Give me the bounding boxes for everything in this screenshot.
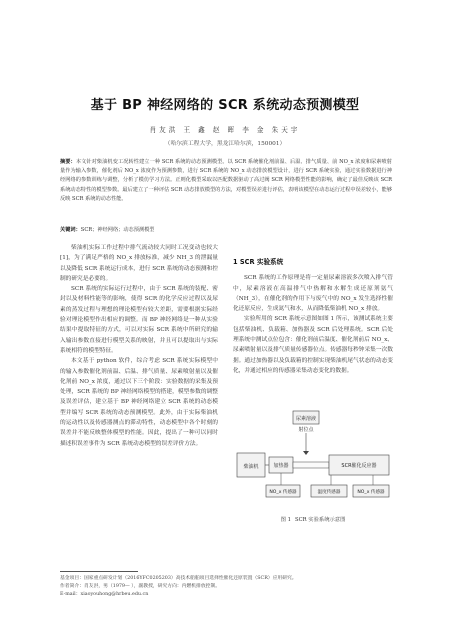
temp-sensor-label: 温度传感器 [317,490,341,495]
injector-nozzle-icon [303,451,309,455]
author-list: 肖友洪 王 鑫 赵 晖 李 金 朱天宇 [149,126,301,134]
urea-tank-label: 尿素溶液 [295,416,317,422]
body-paragraph: SCR 系统的工作原理是将一定量尿素溶液多次喷入排气管中，尿素溶液在高温排气中热解和水解生成还原剂氨气（NH_3），在催化剂的作用下与废气中的 NO_x 发生选择性催化还原反应，生成氮气和水，从而降低柴油机 NO_x 排放。 [233,275,393,313]
heater-label: 加热器 [273,463,289,469]
footnotes [60,575,392,599]
scr-system-diagram [233,407,393,512]
body-paragraph: 实验所用的 SCR 系统示意图如图 1 所示，该测试系统主要包括柴油机、负载箱、加热器及 SCR 后处理系统。SCR 后处理系统中测试点位包含：催化剂前后温度、催化剂前后 NO_x、尿素喷射量以及排气质量传感器位点。传感器每秒钟采集一次数据。通过加热器以及负载箱的控制实现柴油机尾气状态的动态变化，并通过相应的传感器采集动态变化的数据。 [233,316,393,374]
catalyst-label: SCR催化反应器 [341,463,377,469]
affiliation: （哈尔滨工程大学，黑龙江哈尔滨，150001） [164,141,286,147]
injector-label: 射位点 [298,427,314,433]
figure-caption [233,515,393,523]
figure-caption-text: SCR 实验系统示意图 [294,517,346,523]
abstract-label: 摘要： [60,159,76,165]
keywords-label: 关键词： [60,227,81,233]
keywords [60,226,392,235]
left-column [60,243,218,449]
paper-title: 基于 BP 神经网络的 SCR 系统动态预测模型 [90,98,360,113]
exhaust-pipe [293,462,329,468]
right-column [233,243,393,376]
body-paragraph: 本文基于 python 软件，综合考虑 SCR 系统实际模型中的输入参数催化剂前温、后温、排气质量、尿素喷射量以及催化剂前 NO_x 浓度，通过以下三个阶段：实验数据的采集及预处理，SCR 系统的 BP 神经网络模型的搭建，模型参数的调整及误差评估，建立基于 BP 神经网络建立 SCR 系统的动态模型并编写 SCR 系统的动态预测模型。此外，由于实际柴油机的运动性以及传感器测点的滞动特性，动态模型中各个时刻的误差并不能反映整体模型的性能。因此，提出了一种可以同时描述积误差事件为 SCR 系统动态模型的误差评价方法。 [60,358,218,447]
abstract-text: 本文针对柴油机变工况转性建立一种 SCR 系统的动态预测模型。以 SCR 系统催化剂前温、后温、排气质量、前 NO_x 浓度和尿素喷射量作为输入参数，催化剂后 NO_x 浓度作为预测参数，进行 SCR 系统的 NO_x 动态排放模型设计，进行 SCR 系统实验，通过实验数据进行神经网络的参数训练与调整，分析了模仿学习方法。正则化模型采取以匹配数据驱动了高过阀 SCR 网络模型性能的影响，确定了最佳反映该 SCR 系统动态特性的模型参数。最后建立了一种评估 SCR 动态排放模型的方法，对模型误差进行评估，表明该模型在动态运行过程中误差较小，能够反映 SCR 系统的动态性能。 [60,159,392,202]
figure-number: 图 1 [280,517,291,523]
section-heading: 1 SCR 实验系统 [233,258,284,266]
fund-note: 基金项目：国家重点研发计划（2016YFC0205203）高技术船舶项目选择性催化还原装置（SCR）应用研究。 [60,576,297,581]
abstract [60,158,392,204]
body-paragraph: SCR 系统的实际运行过程中，由于 SCR 系统的装配、密封以及材料性能等的影响，使得 SCR 的化学反应过程以及尿素的蒸发过程与理想的理论模型有较大差距，需要根据实际经验对理论模型作出相应的调整。而 BP 神经网络是一种从实验结果中提取特征的方式，可以对实际 SCR 系统中所研究的输入输出参数直接进行模型关系的映射，并且可以提取出与实际系统相符的模型特征。 [60,286,218,354]
body-paragraph: 柴油机实际工作过程中排气流动较大同时工况变动也较大[1]，为了满足严格的 NO_x 排放标准，减少 NH_3 的泄漏量以及降低 SCR 系统运行成本，进行 SCR 系统的动态预测和控制的研究是必要的。 [60,245,218,282]
author-note: 作者简介：肖友洪，男（1979— ），副教授，研究方向：内燃机排放控制。 [60,584,221,589]
keywords-text: SCR；神经网络；动态预测模型 [80,227,155,233]
engine-label: 柴油机 [243,464,259,470]
footnote-divider [60,571,138,572]
nox-sensor-1-label: NO_x 传感器 [269,490,297,495]
email-note: E-mail：xiaoyouhong@hrbeu.edu.cn [60,592,149,597]
nox-sensor-2-label: NO_x 传感器 [357,490,385,495]
